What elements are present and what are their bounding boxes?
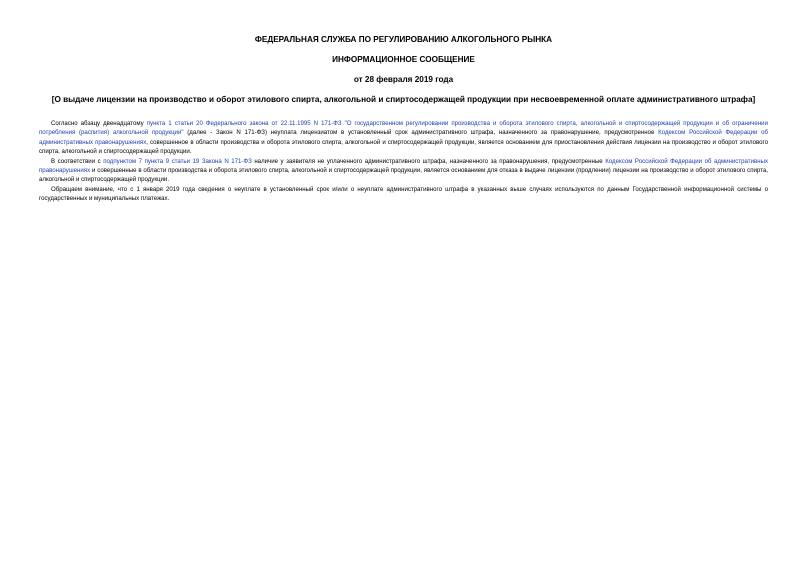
koap-rf-link[interactable]: Кодексом Российской Федерации об административных правонарушениях — [39, 129, 768, 146]
document-body — [39, 119, 768, 204]
law-171fz-article-19-link[interactable]: подпунктом 7 пункта 9 статьи 19 Закона N 171-ФЗ — [103, 157, 252, 165]
paragraph-1-text-1: Согласно абзацу двенадцатому — [51, 120, 147, 127]
paragraph-2-text-1: В соответствии с — [51, 157, 104, 165]
paragraph-2-text-2: наличие у заявителя не уплаченного административного штрафа, назначенного за правонарушения, предусмотренные — [251, 157, 606, 165]
paragraph-3-text-1: Обращаем внимание, что с 1 января 2019 года сведения о неуплате в установленный срок и/или о неуплате административного штрафа в указанных выше случаях используются по данным Государственной информационной системы о государственных и муниципальных платежах. — [39, 185, 768, 203]
document-title: [О выдаче лицензии на производство и оборот этилового спирта, алкогольной и спиртосодержащей продукции при несвоевременной оплате административного штрафа] — [51, 95, 756, 104]
paragraph-2 — [39, 157, 768, 185]
paragraph-1-text-3: , совершенное в области производства и оборота этилового спирта, алкогольной и спиртосодержащей продукции, является основанием для приостановления действия лицензии на производство и оборот этилового спирта, алкогольной и спиртосодержащей продукции. — [39, 138, 769, 156]
document-page — [39, 34, 768, 204]
paragraph-3 — [39, 185, 768, 204]
paragraph-1-text-2: (далее - Закон N 171-ФЗ) неуплата лицензиатом в установленный срок административного штрафа, назначенного за правонарушение, предусмотренное — [183, 129, 659, 137]
document-type-heading: ИНФОРМАЦИОННОЕ СООБЩЕНИЕ — [332, 55, 475, 64]
koap-rf-link-2[interactable]: Кодексом Российской Федерации об административных правонарушениях — [39, 157, 769, 175]
law-171fz-article-20-link[interactable]: пункта 1 статьи 20 Федерального закона от 22.11.1995 N 171-ФЗ "О государственном регулировании производства и оборота этилового спирта, алкогольной и спиртосодержащей продукции и об ограничении потребления (распития) алкогольной продукции" — [39, 120, 768, 137]
agency-heading: ФЕДЕРАЛЬНАЯ СЛУЖБА ПО РЕГУЛИРОВАНИЮ АЛКОГОЛЬНОГО РЫНКА — [254, 35, 553, 44]
paragraph-1 — [39, 119, 768, 157]
document-date: от 28 февраля 2019 года — [353, 75, 454, 84]
paragraph-2-text-3: и совершенные в области производства и оборота этилового спирта, алкогольной и спиртосодержащей продукции, является основанием для отказа в выдаче лицензии (продлении) лицензии на производство и оборот этилового спирта, алкогольной и спиртосодержащей продукции. — [39, 167, 768, 184]
